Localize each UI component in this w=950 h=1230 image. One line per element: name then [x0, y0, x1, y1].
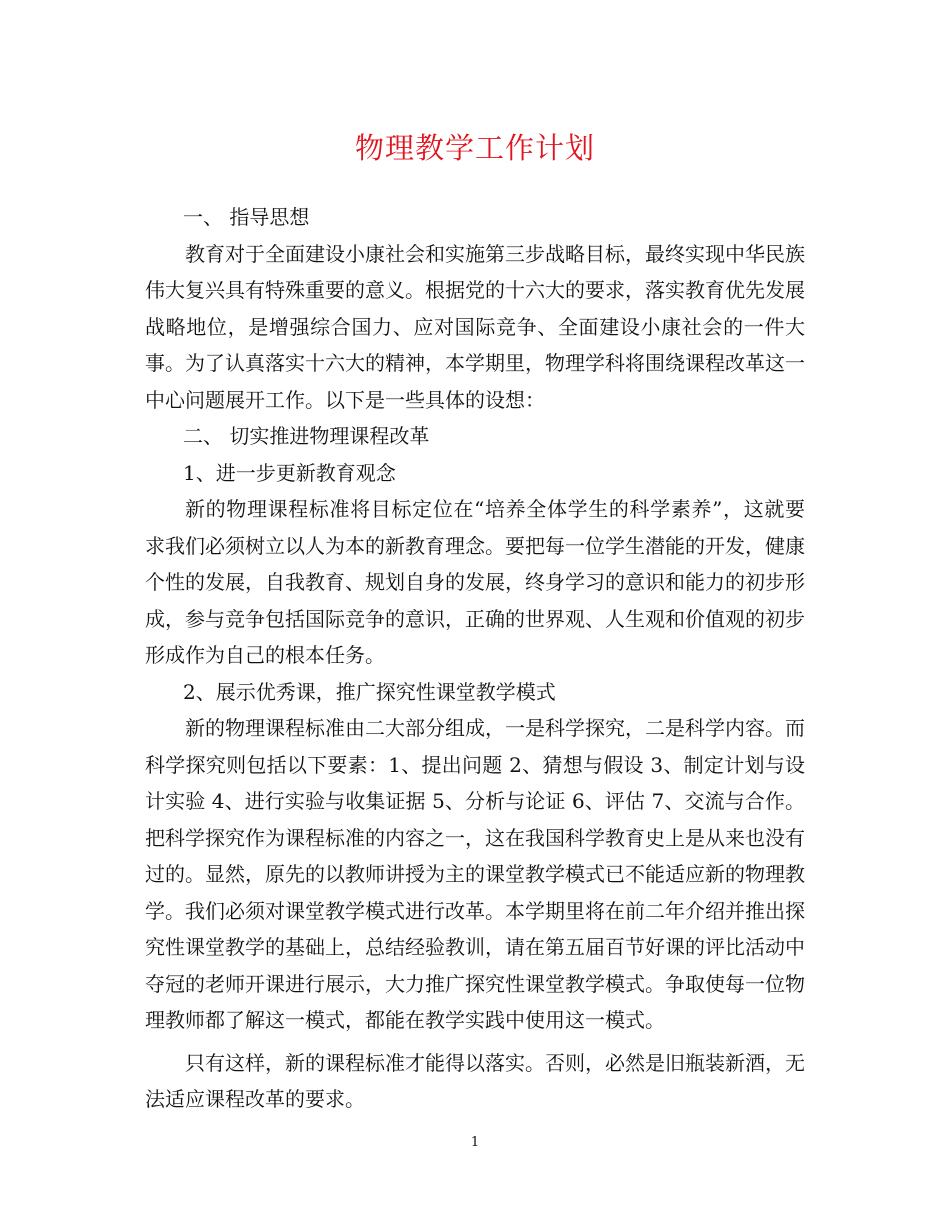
document-body: [145, 199, 805, 1118]
subsection-heading-showcase-lessons: 2、展示优秀课，推广探究性课堂教学模式: [183, 679, 556, 704]
section-heading-guiding-ideology: 一、 指导思想: [183, 205, 310, 229]
paragraph-guiding-ideology: 教育对于全面建设小康社会和实施第三步战略目标，最终实现中华民族伟大复兴具有特殊重要的意义。根据党的十六大的要求，落实教育优先发展战略地位，是增强综合国力、应对国际竞争、全面建设小康社会的一件大事。为了认真落实十六大的精神，本学期里，物理学科将围绕课程改革这一中心问题展开工作。以下是一些具体的设想：: [145, 241, 805, 412]
subsection-heading-update-concepts: 1、进一步更新教育观念: [183, 460, 396, 485]
paragraph-inquiry-teaching: 新的物理课程标准由二大部分组成，一是科学探究，二是科学内容。而科学探究则包括以下要素：1、提出问题 2、猜想与假设 3、制定计划与设计实验 4、进行实验与收集证据 5、分析与论证 6、评估 7、交流与合作。把科学探究作为课程标准的内容之一，这在我国科学教育史上是从来也没有过的。显然，原先的以教师讲授为主的课堂教学模式已不能适应新的物理教学。我们必须对课堂教学模式进行改革。本学期里将在前二年介绍并推出探究性课堂教学的基础上，总结经验教训，请在第五届百节好课的评比活动中夺冠的老师开课进行展示，大力推广探究性课堂教学模式。争取使每一位物理教师都了解这一模式，都能在教学实践中使用这一模式。: [145, 716, 805, 1032]
document-title: 物理教学工作计划: [354, 131, 595, 165]
paragraph-conclusion: 只有这样，新的课程标准才能得以落实。否则，必然是旧瓶装新酒，无法适应课程改革的要求。: [145, 1050, 805, 1111]
paragraph-update-concepts: 新的物理课程标准将目标定位在“培养全体学生的科学素养”，这就要求我们必须树立以人为本的新教育理念。要把每一位学生潜能的开发，健康个性的发展，自我教育、规划自身的发展，终身学习的意识和能力的初步形成，参与竞争包括国际竞争的意识，正确的世界观、人生观和价值观的初步形成作为自己的根本任务。: [145, 497, 805, 667]
section-heading-curriculum-reform: 二、 切实推进物理课程改革: [183, 424, 430, 448]
page-number: 1: [470, 1135, 480, 1150]
